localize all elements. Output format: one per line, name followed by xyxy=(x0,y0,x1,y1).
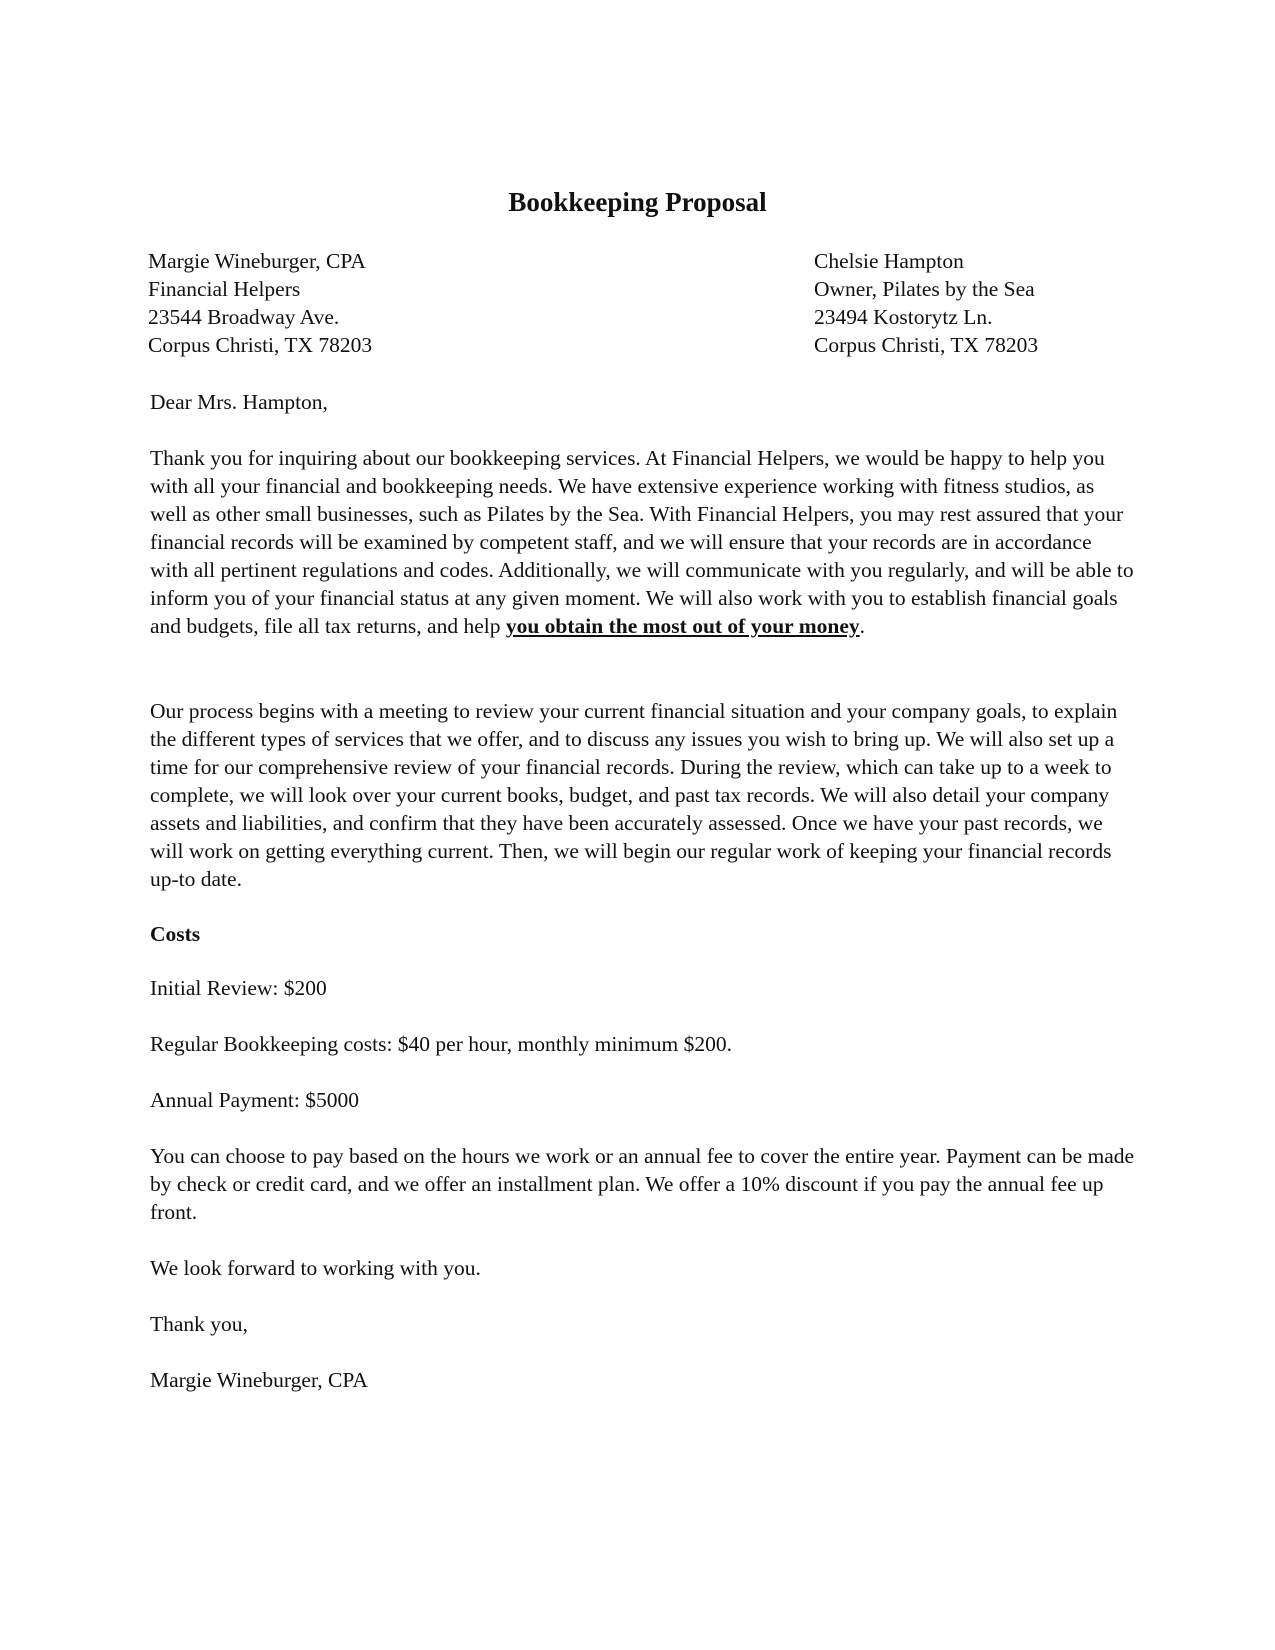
intro-paragraph-emphasis: you obtain the most out of your money xyxy=(505,614,860,638)
intro-paragraph-end: . xyxy=(859,614,865,638)
recipient-city: Corpus Christi, TX 78203 xyxy=(814,333,1039,357)
signature: Margie Wineburger, CPA xyxy=(150,1368,368,1392)
recipient-street: 23494 Kostorytz Ln. xyxy=(814,305,993,329)
sender-city: Corpus Christi, TX 78203 xyxy=(148,333,373,357)
cost-item-initial-review: Initial Review: $200 xyxy=(150,976,327,1000)
sender-name: Margie Wineburger, CPA xyxy=(148,249,366,273)
costs-heading: Costs xyxy=(150,922,201,946)
cost-item-annual-payment: Annual Payment: $5000 xyxy=(150,1088,360,1112)
document-title: Bookkeeping Proposal xyxy=(508,187,767,217)
closing-line: We look forward to working with you. xyxy=(150,1256,481,1280)
recipient-title: Owner, Pilates by the Sea xyxy=(814,277,1035,301)
cost-item-regular-bookkeeping: Regular Bookkeeping costs: $40 per hour, monthly minimum $200. xyxy=(150,1032,732,1056)
sender-street: 23544 Broadway Ave. xyxy=(148,305,340,329)
process-paragraph: Our process begins with a meeting to review your current financial situation and your company goals, to explain the different types of services that we offer, and to discuss any issues you wish to bring up. We will also set up a time for our comprehensive review of your financial records. During the review, which can take up to a week to complete, we will look over your current books, budget, and past tax records. We will also detail your company assets and liabilities, and confirm that they have been accurately assessed. Once we have your past records, we will work on getting everything current. Then, we will begin our regular work of keeping your financial records up-to date. xyxy=(150,699,1118,891)
recipient-address-block xyxy=(814,247,1038,359)
sender-company: Financial Helpers xyxy=(148,277,301,301)
sender-address-block xyxy=(148,247,372,359)
intro-paragraph-text: Thank you for inquiring about our bookkeeping services. At Financial Helpers, we would be happy to help you with all your financial and bookkeeping needs. We have extensive experience working with fitness studios, as well as other small businesses, such as Pilates by the Sea. With Financial Helpers, you may rest assured that your financial records will be examined by competent staff, and we will ensure that your records are in accordance with all pertinent regulations and codes. Additionally, we will communicate with you regularly, and will be able to inform you of your financial status at any given moment. We will also work with you to establish financial goals and budgets, file all tax returns, and help xyxy=(150,446,1134,638)
payment-paragraph: You can choose to pay based on the hours we work or an annual fee to cover the entire year. Payment can be made by check or credit card, and we offer an installment plan. We offer a 10% discount if you pay the annual fee up front. xyxy=(150,1144,1135,1224)
recipient-name: Chelsie Hampton xyxy=(814,249,964,273)
intro-paragraph xyxy=(150,444,1135,640)
salutation: Dear Mrs. Hampton, xyxy=(150,390,328,414)
sign-off: Thank you, xyxy=(150,1312,248,1336)
